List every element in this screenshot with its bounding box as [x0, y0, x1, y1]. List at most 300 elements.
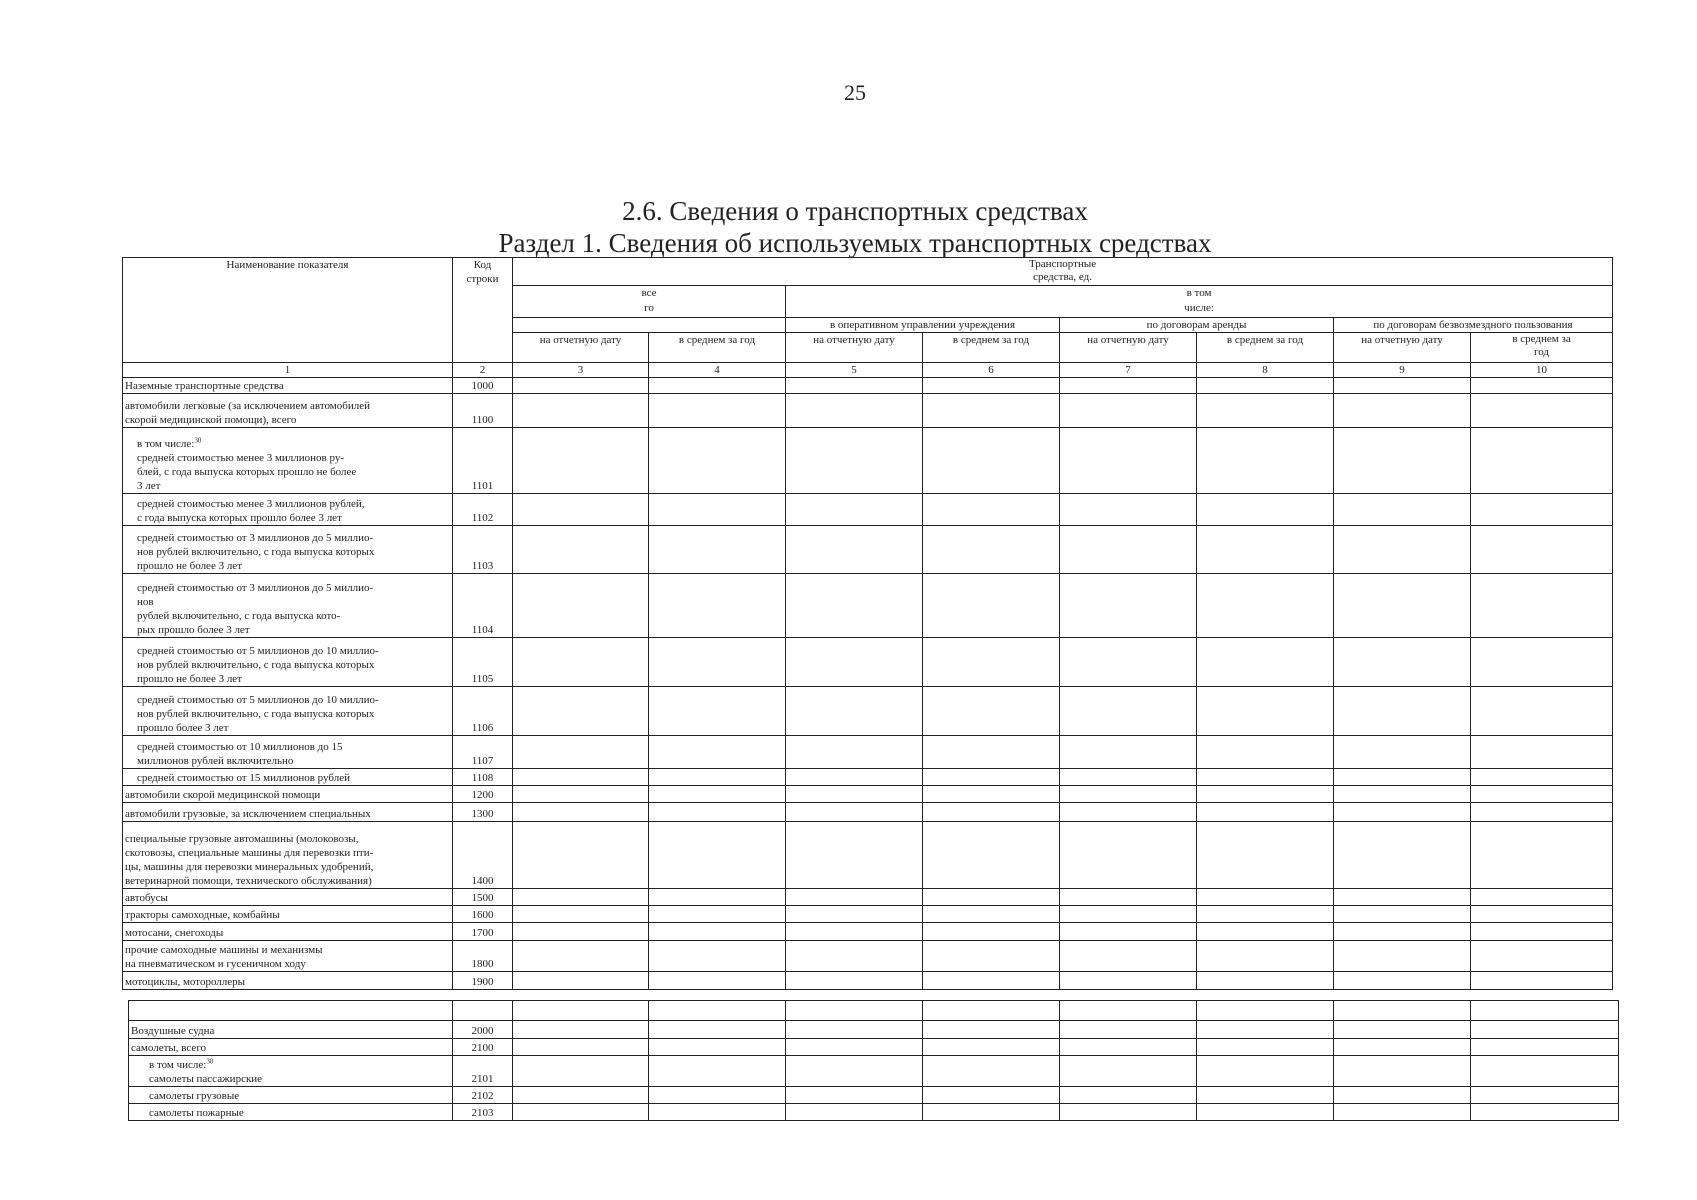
row-label-text: средней стоимостью от 5 миллионов до 10 миллио- нов рублей включительно, с года выпуска которых прошло не более 3 лет	[137, 645, 379, 685]
value-cell	[786, 687, 923, 736]
value-cell	[786, 1021, 923, 1039]
value-cell	[1197, 687, 1334, 736]
value-cell	[1334, 1104, 1471, 1121]
value-cell	[786, 769, 923, 786]
row-label-text: средней стоимостью менее 3 миллионов ру- блей, с года выпуска которых прошло не более 3 лет	[137, 452, 357, 492]
row-label	[123, 687, 453, 736]
row-code: 2000	[453, 1021, 513, 1039]
column-number: 10	[1471, 363, 1613, 378]
value-cell	[649, 786, 786, 803]
row-label-text: самолеты пассажирские	[149, 1073, 263, 1085]
value-cell	[786, 906, 923, 923]
row-code: 1000	[453, 378, 513, 394]
value-cell	[649, 1104, 786, 1121]
header-operational: в оперативном управлении учреждения	[786, 318, 1060, 333]
value-cell	[1334, 769, 1471, 786]
value-cell	[1334, 638, 1471, 687]
footnote-marker: 30	[194, 436, 202, 445]
value-cell	[1060, 786, 1197, 803]
row-code: 2101	[453, 1056, 513, 1087]
value-cell	[1471, 428, 1613, 494]
row-code: 1900	[453, 972, 513, 990]
row-label-text: автомобили скорой медицинской помощи	[125, 789, 321, 801]
value-cell	[1334, 906, 1471, 923]
value-cell	[1197, 941, 1334, 972]
value-cell	[1471, 736, 1613, 769]
value-cell	[649, 736, 786, 769]
value-cell	[649, 941, 786, 972]
table-row	[129, 1001, 1619, 1021]
row-code: 1102	[453, 494, 513, 526]
value-cell	[513, 889, 649, 906]
value-cell	[1471, 906, 1613, 923]
header-at-date: на отчетную дату	[1334, 333, 1471, 363]
value-cell	[513, 1087, 649, 1104]
row-label-text: специальные грузовые автомашины (молоковозы, скотовозы, специальные машины для перевозки пти- цы, машины для перевозки минеральных удобрений, ветеринарной помощи, технического обслуживания)	[125, 833, 374, 887]
value-cell	[1060, 494, 1197, 526]
value-cell	[923, 638, 1060, 687]
value-cell	[1334, 494, 1471, 526]
value-cell	[923, 906, 1060, 923]
row-label	[123, 822, 453, 889]
value-cell	[1334, 394, 1471, 428]
row-label-text: средней стоимостью менее 3 миллионов рублей, с года выпуска которых прошло более 3 лет	[137, 498, 365, 524]
column-number: 6	[923, 363, 1060, 378]
value-cell	[649, 972, 786, 990]
row-label-text: прочие самоходные машины и механизмы на пневматическом и гусеничном ходу	[125, 944, 323, 970]
row-code: 1100	[453, 394, 513, 428]
row-label-text: автомобили грузовые, за исключением специальных	[125, 808, 371, 820]
header-including: в том числе:	[786, 286, 1613, 318]
value-cell	[649, 494, 786, 526]
value-cell	[1197, 786, 1334, 803]
aircraft-table	[128, 1000, 1619, 1121]
column-number: 4	[649, 363, 786, 378]
value-cell	[923, 822, 1060, 889]
value-cell	[649, 1021, 786, 1039]
value-cell	[1471, 494, 1613, 526]
table-row	[123, 822, 1613, 889]
row-label-text: самолеты грузовые	[149, 1090, 240, 1102]
value-cell	[1334, 786, 1471, 803]
value-cell	[1471, 638, 1613, 687]
value-cell	[1060, 1087, 1197, 1104]
value-cell	[649, 394, 786, 428]
value-cell	[923, 687, 1060, 736]
table-row	[123, 574, 1613, 638]
value-cell	[513, 822, 649, 889]
value-cell	[923, 1056, 1060, 1087]
row-label	[123, 428, 453, 494]
value-cell	[1060, 906, 1197, 923]
value-cell	[1334, 972, 1471, 990]
value-cell	[1471, 378, 1613, 394]
value-cell	[513, 526, 649, 574]
row-code: 1300	[453, 803, 513, 822]
value-cell	[649, 378, 786, 394]
value-cell	[513, 972, 649, 990]
value-cell	[1471, 923, 1613, 941]
value-cell	[786, 394, 923, 428]
row-label-text: средней стоимостью от 10 миллионов до 15 миллионов рублей включительно	[137, 741, 343, 767]
value-cell	[923, 803, 1060, 822]
header-avg-year: в среднем за год	[923, 333, 1060, 363]
value-cell	[1060, 923, 1197, 941]
value-cell	[786, 941, 923, 972]
row-prefix: в том числе:	[149, 1059, 207, 1071]
value-cell	[786, 1087, 923, 1104]
value-cell	[1060, 941, 1197, 972]
value-cell	[1197, 494, 1334, 526]
row-label-text: Наземные транспортные средства	[125, 380, 284, 392]
table-row	[123, 736, 1613, 769]
value-cell	[923, 494, 1060, 526]
value-cell	[1471, 889, 1613, 906]
value-cell	[1471, 1056, 1619, 1087]
table-row	[129, 1021, 1619, 1039]
table-row	[123, 906, 1613, 923]
value-cell	[513, 378, 649, 394]
value-cell	[649, 906, 786, 923]
value-cell	[1471, 1021, 1619, 1039]
transport-table	[122, 257, 1613, 990]
value-cell	[649, 1039, 786, 1056]
value-cell	[649, 889, 786, 906]
value-cell	[649, 526, 786, 574]
table-row	[129, 1104, 1619, 1121]
value-cell	[786, 972, 923, 990]
row-label	[123, 394, 453, 428]
value-cell	[923, 889, 1060, 906]
table-row	[123, 769, 1613, 786]
row-code: 2100	[453, 1039, 513, 1056]
value-cell	[923, 1021, 1060, 1039]
value-cell	[786, 1039, 923, 1056]
table-row	[123, 941, 1613, 972]
value-cell	[513, 494, 649, 526]
column-number: 7	[1060, 363, 1197, 378]
header-at-date: на отчетную дату	[513, 333, 649, 363]
value-cell	[923, 394, 1060, 428]
value-cell	[786, 428, 923, 494]
value-cell	[1334, 526, 1471, 574]
value-cell	[1334, 1021, 1471, 1039]
table-row	[129, 1056, 1619, 1087]
value-cell	[786, 638, 923, 687]
table-row	[123, 972, 1613, 990]
value-cell	[649, 574, 786, 638]
value-cell	[1197, 1104, 1334, 1121]
row-label	[123, 923, 453, 941]
header-avg-year: в среднем за год	[649, 333, 786, 363]
value-cell	[1060, 972, 1197, 990]
value-cell	[649, 687, 786, 736]
value-cell	[1197, 803, 1334, 822]
value-cell	[513, 428, 649, 494]
value-cell	[1334, 803, 1471, 822]
value-cell	[786, 889, 923, 906]
row-code: 1104	[453, 574, 513, 638]
value-cell	[513, 638, 649, 687]
value-cell	[923, 972, 1060, 990]
value-cell	[923, 923, 1060, 941]
value-cell	[786, 378, 923, 394]
row-code: 1500	[453, 889, 513, 906]
value-cell	[1334, 923, 1471, 941]
header-lease: по договорам аренды	[1060, 318, 1334, 333]
value-cell	[1334, 428, 1471, 494]
value-cell	[513, 906, 649, 923]
value-cell	[649, 638, 786, 687]
value-cell	[1471, 786, 1613, 803]
value-cell	[1197, 972, 1334, 990]
row-label	[123, 378, 453, 394]
value-cell	[1471, 394, 1613, 428]
table-row	[123, 526, 1613, 574]
value-cell	[1060, 769, 1197, 786]
value-cell	[1060, 378, 1197, 394]
row-code: 2103	[453, 1104, 513, 1121]
table-row	[123, 803, 1613, 822]
value-cell	[1060, 1056, 1197, 1087]
value-cell	[1334, 941, 1471, 972]
value-cell	[923, 1039, 1060, 1056]
row-label-text: самолеты, всего	[131, 1042, 207, 1054]
section-title: Раздел 1. Сведения об используемых транспортных средствах	[498, 228, 1212, 258]
value-cell	[1197, 526, 1334, 574]
value-cell	[1471, 1087, 1619, 1104]
row-label-text: автомобили легковые (за исключением автомобилей скорой медицинской помощи), всего	[125, 400, 370, 426]
row-label-text: средней стоимостью от 3 миллионов до 5 миллио- нов рублей включительно, с года выпуска кото- рых прошло более 3 лет	[137, 582, 374, 636]
row-label	[123, 574, 453, 638]
value-cell	[1060, 574, 1197, 638]
row-label	[123, 736, 453, 769]
row-code: 1700	[453, 923, 513, 941]
value-cell	[786, 803, 923, 822]
column-number-row	[123, 363, 1613, 378]
value-cell	[1197, 923, 1334, 941]
value-cell	[513, 687, 649, 736]
row-label	[123, 906, 453, 923]
value-cell	[513, 1104, 649, 1121]
row-label-text: средней стоимостью от 3 миллионов до 5 миллио- нов рублей включительно, с года выпуска которых прошло не более 3 лет	[137, 532, 375, 572]
row-label-text: средней стоимостью от 5 миллионов до 10 миллио- нов рублей включительно, с года выпуска которых прошло более 3 лет	[137, 694, 379, 734]
column-number: 5	[786, 363, 923, 378]
value-cell	[649, 923, 786, 941]
row-label	[123, 941, 453, 972]
row-label-text: автобусы	[125, 892, 168, 904]
row-label	[129, 1056, 453, 1087]
value-cell	[923, 574, 1060, 638]
value-cell	[649, 769, 786, 786]
row-label	[123, 494, 453, 526]
value-cell	[649, 822, 786, 889]
value-cell	[649, 1087, 786, 1104]
row-label	[123, 786, 453, 803]
row-code: 1106	[453, 687, 513, 736]
value-cell	[1334, 378, 1471, 394]
value-cell	[1060, 394, 1197, 428]
value-cell	[649, 803, 786, 822]
header-total-blank	[513, 318, 786, 333]
table-row	[129, 1087, 1619, 1104]
value-cell	[1060, 526, 1197, 574]
value-cell	[513, 394, 649, 428]
table-row	[123, 687, 1613, 736]
value-cell	[1060, 736, 1197, 769]
value-cell	[786, 1056, 923, 1087]
column-number: 9	[1334, 363, 1471, 378]
row-label-text: самолеты пожарные	[149, 1107, 244, 1119]
value-cell	[1334, 736, 1471, 769]
value-cell	[513, 1021, 649, 1039]
value-cell	[923, 786, 1060, 803]
value-cell	[1060, 687, 1197, 736]
header-avg-year: в среднем за год	[1197, 333, 1334, 363]
table-row	[123, 923, 1613, 941]
value-cell	[1060, 1104, 1197, 1121]
row-prefix: в том числе:	[137, 438, 195, 450]
row-label	[123, 972, 453, 990]
value-cell	[923, 736, 1060, 769]
value-cell	[786, 736, 923, 769]
value-cell	[923, 1087, 1060, 1104]
value-cell	[923, 1104, 1060, 1121]
row-code: 1600	[453, 906, 513, 923]
value-cell	[513, 1056, 649, 1087]
value-cell	[786, 923, 923, 941]
value-cell	[786, 1104, 923, 1121]
value-cell	[786, 786, 923, 803]
value-cell	[1471, 822, 1613, 889]
row-label	[123, 769, 453, 786]
row-code: 1103	[453, 526, 513, 574]
value-cell	[1471, 941, 1613, 972]
row-label-text: мотосани, снегоходы	[125, 927, 224, 939]
footnote-marker: 30	[206, 1057, 214, 1066]
table-row	[123, 786, 1613, 803]
value-cell	[1334, 1087, 1471, 1104]
value-cell	[1471, 574, 1613, 638]
header-free-use: по договорам безвозмездного пользования	[1334, 318, 1613, 333]
value-cell	[513, 1039, 649, 1056]
row-label	[123, 638, 453, 687]
value-cell	[1334, 822, 1471, 889]
row-label-text: тракторы самоходные, комбайны	[125, 909, 280, 921]
value-cell	[1197, 1056, 1334, 1087]
table-row	[123, 889, 1613, 906]
row-label	[123, 889, 453, 906]
value-cell	[1197, 1087, 1334, 1104]
value-cell	[1334, 687, 1471, 736]
value-cell	[1197, 378, 1334, 394]
value-cell	[1060, 803, 1197, 822]
row-label	[129, 1039, 453, 1056]
value-cell	[1334, 1039, 1471, 1056]
value-cell	[513, 941, 649, 972]
value-cell	[1471, 803, 1613, 822]
value-cell	[513, 786, 649, 803]
header-at-date: на отчетную дату	[786, 333, 923, 363]
header-code: Код строки	[453, 258, 513, 363]
value-cell	[649, 1056, 786, 1087]
row-label	[123, 803, 453, 822]
value-cell	[1060, 889, 1197, 906]
table-row	[123, 378, 1613, 394]
column-number: 8	[1197, 363, 1334, 378]
value-cell	[1197, 638, 1334, 687]
value-cell	[1060, 638, 1197, 687]
value-cell	[513, 574, 649, 638]
value-cell	[1471, 687, 1613, 736]
value-cell	[1060, 822, 1197, 889]
value-cell	[1197, 769, 1334, 786]
value-cell	[1197, 822, 1334, 889]
document-title: 2.6. Сведения о транспортных средствах	[622, 196, 1088, 226]
value-cell	[1471, 1039, 1619, 1056]
table-row	[123, 638, 1613, 687]
table-row	[123, 428, 1613, 494]
header-total: все го	[513, 286, 786, 318]
value-cell	[1471, 972, 1613, 990]
column-number: 2	[453, 363, 513, 378]
value-cell	[1197, 906, 1334, 923]
value-cell	[1334, 889, 1471, 906]
value-cell	[786, 526, 923, 574]
row-label	[129, 1104, 453, 1121]
value-cell	[1471, 526, 1613, 574]
value-cell	[923, 378, 1060, 394]
value-cell	[1060, 1039, 1197, 1056]
value-cell	[1334, 574, 1471, 638]
row-code: 2102	[453, 1087, 513, 1104]
value-cell	[923, 769, 1060, 786]
value-cell	[649, 428, 786, 494]
value-cell	[513, 769, 649, 786]
column-number: 3	[513, 363, 649, 378]
value-cell	[1471, 769, 1613, 786]
value-cell	[1197, 394, 1334, 428]
column-number: 1	[123, 363, 453, 378]
table-row	[123, 494, 1613, 526]
row-code: 1800	[453, 941, 513, 972]
value-cell	[1334, 1056, 1471, 1087]
header-at-date: на отчетную дату	[1060, 333, 1197, 363]
row-label	[123, 526, 453, 574]
header-avg-year: в среднем за год	[1471, 333, 1613, 363]
row-label-text: средней стоимостью от 15 миллионов рублей	[137, 772, 350, 784]
row-code: 1400	[453, 822, 513, 889]
header-transport: Транспортные средства, ед.	[513, 258, 1613, 286]
row-code: 1108	[453, 769, 513, 786]
row-label-text: мотоциклы, мотороллеры	[125, 976, 246, 988]
value-cell	[1471, 1104, 1619, 1121]
value-cell	[1197, 1021, 1334, 1039]
row-label	[129, 1021, 453, 1039]
value-cell	[923, 941, 1060, 972]
value-cell	[786, 574, 923, 638]
row-label	[129, 1087, 453, 1104]
table-row	[129, 1039, 1619, 1056]
value-cell	[923, 428, 1060, 494]
table-row	[123, 394, 1613, 428]
page-number: 25	[844, 80, 866, 105]
row-code: 1200	[453, 786, 513, 803]
value-cell	[513, 923, 649, 941]
row-code: 1101	[453, 428, 513, 494]
value-cell	[1197, 889, 1334, 906]
value-cell	[1197, 736, 1334, 769]
